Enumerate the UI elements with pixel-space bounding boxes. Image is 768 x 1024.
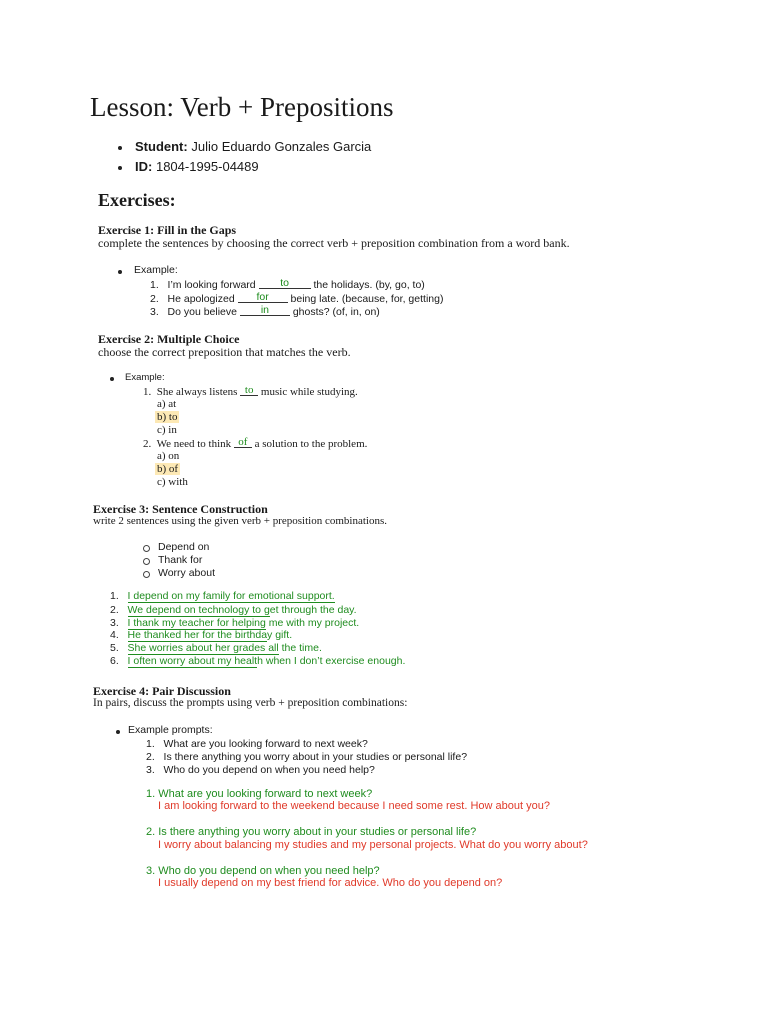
ex2-option: a) on: [157, 450, 180, 462]
ex2-option: c) in: [157, 424, 177, 436]
student-label: Student:: [135, 139, 188, 154]
ex3-title: Exercise 3: Sentence Construction: [93, 502, 268, 516]
bullet-icon: [118, 146, 122, 150]
ex2-answer-2: of: [234, 437, 252, 448]
ex1-answer-1: to: [259, 278, 311, 289]
ex3-desc: write 2 sentences using the given verb + preposition combinations.: [93, 515, 387, 527]
ex3-answer: 5. She worries about her grades all the time.: [110, 642, 322, 654]
ex4-response: I am looking forward to the weekend because I need some rest. How about you?: [158, 800, 550, 812]
page-title: Lesson: Verb + Prepositions: [90, 92, 394, 122]
ex2-option: c) with: [157, 476, 188, 488]
ex2-option-correct: b) of: [157, 463, 179, 475]
circle-bullet-icon: [143, 571, 150, 578]
ex1-item: 3. Do you believe in ghosts? (of, in, on): [150, 304, 380, 318]
ex4-desc: In pairs, discuss the prompts using verb + preposition combinations:: [93, 697, 408, 709]
ex3-answer: 6. I often worry about my health when I don’t exercise enough.: [110, 655, 406, 667]
ex1-example-label: Example:: [134, 264, 178, 276]
ex3-word: Depend on: [158, 541, 210, 553]
ex4-question: 2. Is there anything you worry about in your studies or personal life?: [146, 826, 477, 838]
ex1-answer-2: for: [238, 292, 288, 303]
ex1-desc: complete the sentences by choosing the correct verb + preposition combination from a word bank.: [98, 236, 570, 250]
exercises-heading: Exercises:: [98, 190, 176, 210]
circle-bullet-icon: [143, 558, 150, 565]
ex4-question: 1. What are you looking forward to next week?: [146, 788, 373, 800]
ex2-example-label: Example:: [125, 372, 165, 383]
ex2-title: Exercise 2: Multiple Choice: [98, 332, 240, 346]
ex4-example-label: Example prompts:: [128, 724, 213, 736]
bullet-icon: [118, 166, 122, 170]
ex2-question-1: 1. She always listens to music while studying.: [143, 384, 358, 398]
ex1-answer-3: in: [240, 305, 290, 316]
ex2-desc: choose the correct preposition that matches the verb.: [98, 345, 351, 359]
student-line: [135, 139, 371, 154]
ex1-item: 1. I’m looking forward to the holidays. (by, go, to): [150, 277, 425, 291]
bullet-icon: [110, 377, 114, 381]
ex4-response: I usually depend on my best friend for advice. Who do you depend on?: [158, 877, 503, 889]
ex3-word: Worry about: [158, 567, 215, 579]
id-label: ID:: [135, 159, 153, 174]
ex4-title: Exercise 4: Pair Discussion: [93, 684, 231, 698]
ex4-response: I worry about balancing my studies and my personal projects. What do you worry about?: [158, 839, 588, 851]
ex2-option-correct: b) to: [157, 411, 178, 423]
ex3-answer: 4. He thanked her for the birthday gift.: [110, 629, 293, 641]
ex4-prompt: 2. Is there anything you worry about in your studies or personal life?: [146, 751, 468, 763]
ex3-answer: 3. I thank my teacher for helping me with my project.: [110, 617, 360, 629]
ex4-prompt: 1. What are you looking forward to next week?: [146, 738, 368, 750]
id-line: [135, 159, 259, 174]
ex1-title: Exercise 1: Fill in the Gaps: [98, 223, 237, 237]
bullet-icon: [116, 730, 120, 734]
ex3-answer: 1. I depend on my family for emotional support.: [110, 590, 335, 602]
ex4-prompt: 3. Who do you depend on when you need help?: [146, 764, 375, 776]
id-value: 1804-1995-04489: [155, 159, 259, 174]
bullet-icon: [118, 270, 122, 274]
ex2-option: a) at: [157, 398, 177, 410]
student-name: Julio Eduardo Gonzales Garcia: [191, 139, 372, 154]
ex3-word: Thank for: [158, 554, 203, 566]
ex2-answer-1: to: [240, 385, 258, 396]
ex2-question-2: 2. We need to think of a solution to the problem.: [143, 436, 368, 450]
ex1-item: 2. He apologized for being late. (because, for, getting): [150, 291, 444, 305]
ex3-answer: 2. We depend on technology to get through the day.: [110, 604, 357, 616]
ex4-question: 3. Who do you depend on when you need help?: [146, 865, 380, 877]
circle-bullet-icon: [143, 545, 150, 552]
